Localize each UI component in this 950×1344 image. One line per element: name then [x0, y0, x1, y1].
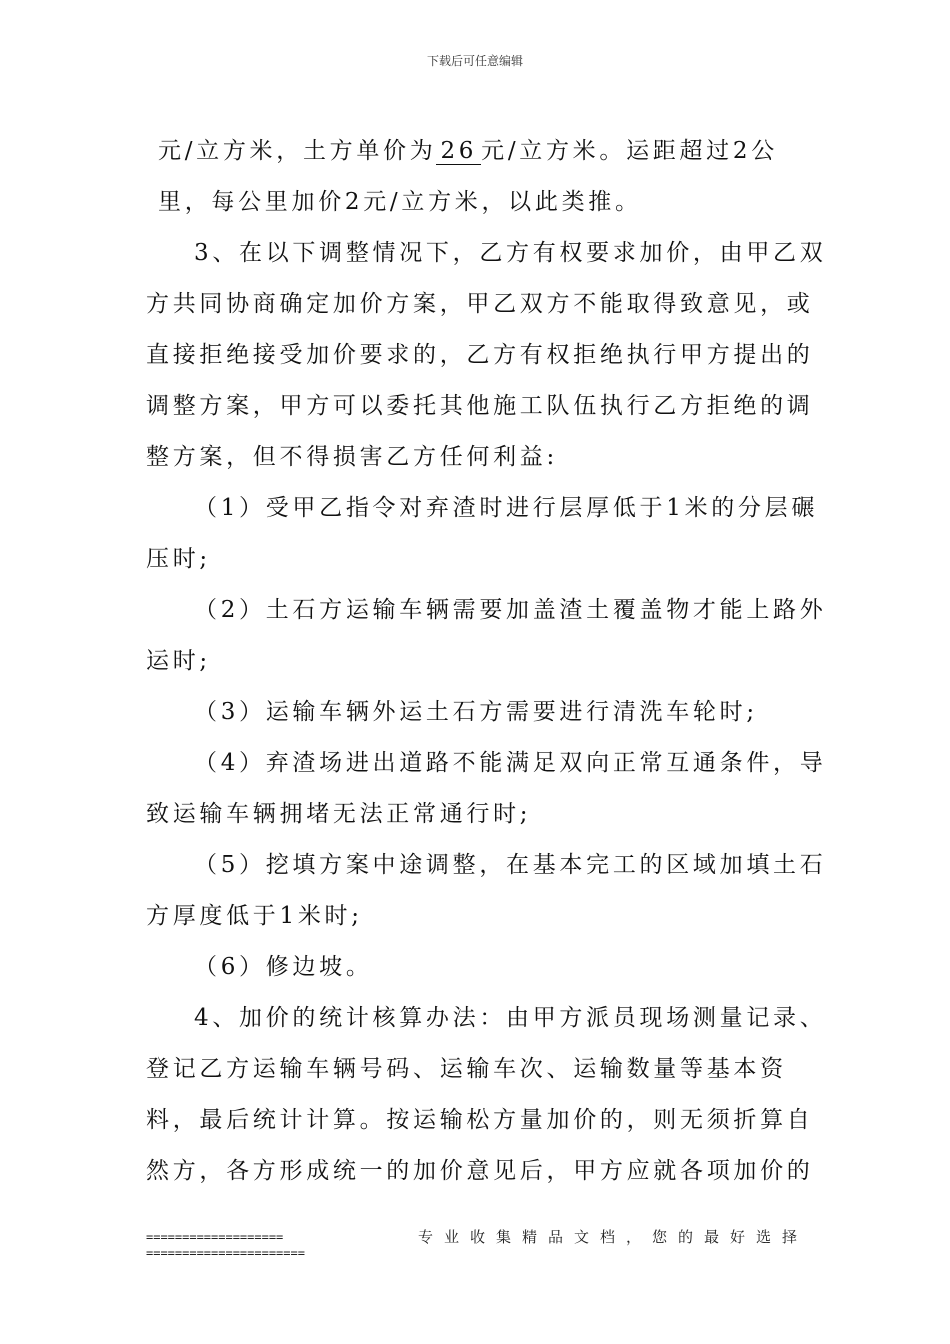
paragraph-line: 3、在以下调整情况下，乙方有权要求加价，由甲乙双 — [194, 240, 827, 266]
paragraph-line: 直接拒绝接受加价要求的，乙方有权拒绝执行甲方提出的 — [146, 342, 814, 368]
list-item-line: 运时; — [146, 648, 211, 674]
paragraph-line: 整方案，但不得损害乙方任何利益: — [146, 444, 558, 470]
page-header: 下载后可任意编辑 — [426, 54, 523, 68]
line-text: 元/立方米。运距超过2公 — [481, 138, 778, 164]
list-item-line: （6）修边坡。 — [194, 954, 373, 980]
list-item-line: （2）土石方运输车辆需要加盖渣土覆盖物才能上路外 — [194, 597, 827, 623]
footer-separator: =================== — [146, 1230, 284, 1244]
footer-slogan: 专业收集精品文档，您的最好选择 — [417, 1228, 808, 1246]
paragraph-line: 4、加价的统计核算办法：由甲方派员现场测量记录、 — [194, 1005, 827, 1031]
list-item-line: （1）受甲乙指令对弃渣时进行层厚低于1米的分层碾 — [194, 495, 819, 521]
list-item-line: （4）弃渣场进出道路不能满足双向正常互通条件，导 — [194, 750, 827, 776]
paragraph-line: 料，最后统计计算。按运输松方量加价的，则无须折算自 — [146, 1107, 814, 1133]
list-item-line: （3）运输车辆外运土石方需要进行清洗车轮时; — [194, 699, 758, 725]
list-item-line: 致运输车辆拥堵无法正常通行时; — [146, 801, 532, 827]
list-item-line: 方厚度低于1米时; — [146, 903, 363, 929]
footer-row — [146, 1228, 808, 1246]
paragraph-line: 里，每公里加价2元/立方米，以此类推。 — [158, 189, 642, 215]
paragraph-line: 登记乙方运输车辆号码、运输车次、运输数量等基本资 — [146, 1056, 787, 1082]
list-item-line: 压时; — [146, 546, 211, 572]
underlined-price-value: 26 — [436, 138, 481, 165]
paragraph-line: 调整方案，甲方可以委托其他施工队伍执行乙方拒绝的调 — [146, 393, 814, 419]
list-item-line: （5）挖填方案中途调整，在基本完工的区域加填土石 — [194, 852, 827, 878]
paragraph-line — [146, 126, 808, 177]
page-footer — [146, 1228, 808, 1260]
footer-separator: ====================== — [146, 1246, 305, 1260]
line-text: 元/立方米，土方单价为 — [158, 138, 437, 164]
paragraph-line: 然方，各方形成统一的加价意见后，甲方应就各项加价的 — [146, 1158, 814, 1184]
paragraph-line: 方共同协商确定加价方案，甲乙双方不能取得致意见，或 — [146, 291, 814, 317]
document-body — [146, 126, 827, 1197]
